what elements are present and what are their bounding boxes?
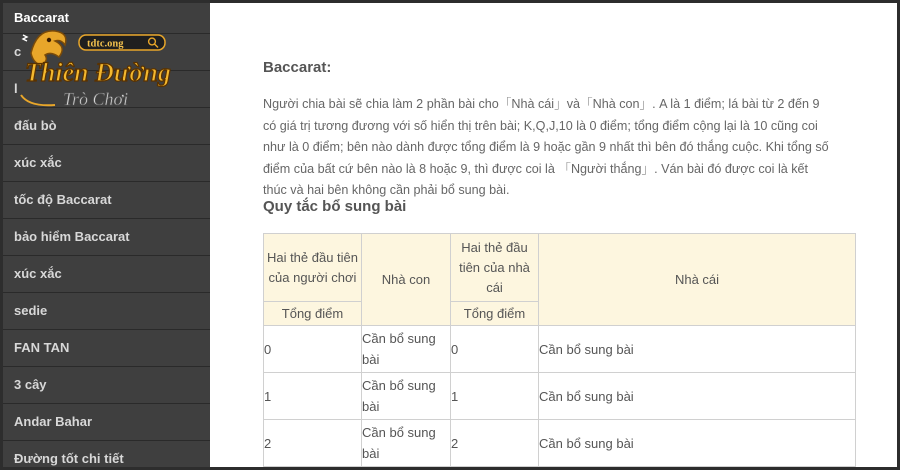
logo-url-text: tdtc.ong [87,38,124,50]
sidebar-item-toc-do-baccarat[interactable]: tốc độ Baccarat [3,182,210,219]
banker-total-cell: 0 [451,326,539,373]
sidebar-item-xuc-xac[interactable]: xúc xắc [3,145,210,182]
header-player-first-two: Hai thẻ đầu tiên của người chơi [264,234,362,302]
page-title: Baccarat: [263,59,332,76]
sidebar-item-sedie[interactable]: sedie [3,293,210,330]
header-banker-first-two: Hai thẻ đầu tiên của nhà cái [451,234,539,302]
sidebar-item-bao-hiem-baccarat[interactable]: bảo hiểm Baccarat [3,219,210,256]
banker-total-cell: 1 [451,373,539,420]
header-banker-total: Tổng điểm [451,302,539,326]
sidebar-menu [3,3,210,467]
paragraph-line: như là 0 điểm; bên nào dành được tổng điểm là 9 hoặc gần 9 nhất thì bên đó thắng cuộc. Khi tổng số [263,140,829,154]
table-row [264,420,856,467]
paragraph-line: điểm của bất cứ bên nào là 8 hoặc 9, thì được coi là 「Người thắng」. Ván bài đó được coi là kết [263,161,809,176]
player-total-cell: 1 [264,373,362,420]
banker-action-cell: Cần bổ sung bài [539,420,856,467]
main-content [210,3,897,467]
intro-paragraph [263,94,859,202]
sidebar-item-3-cay[interactable]: 3 cây [3,367,210,404]
player-total-cell: 2 [264,420,362,467]
supplement-rules-table [263,233,856,467]
logo-title-line2: Trò Chơi [63,89,129,109]
player-total-cell: 0 [264,326,362,373]
sidebar-item-baccarat[interactable]: Baccarat [3,3,210,34]
player-action-cell: Cần bổ sung bài [362,326,451,373]
header-banker: Nhà cái [539,234,856,326]
site-logo [11,25,173,115]
banker-total-cell: 2 [451,420,539,467]
section-subtitle: Quy tắc bổ sung bài [263,198,407,215]
player-action-cell: Cần bổ sung bài [362,373,451,420]
table-row [264,373,856,420]
sidebar-item-andar-bahar[interactable]: Andar Bahar [3,404,210,441]
logo-title-line1: Thiên Đường [25,58,171,87]
header-player: Nhà con [362,234,451,326]
header-player-total: Tổng điểm [264,302,362,326]
sidebar-item-fan-tan[interactable]: FAN TAN [3,330,210,367]
paragraph-line: có giá trị tương đương với số hiển thị trên bài; K,Q,J,10 là 0 điểm; tổng điểm cộng lại là 10 cũng coi [263,118,818,133]
paragraph-line: Người chia bài sẽ chia làm 2 phần bài cho「Nhà cái」và「Nhà con」. A là 1 điểm; lá bài từ 2 đến 9 [263,97,820,111]
player-action-cell: Cần bổ sung bài [362,420,451,467]
sidebar-item-dau-bo[interactable]: đấu bò [3,108,210,145]
sidebar-item-xuc-xac-2[interactable]: xúc xắc [3,256,210,293]
table-row [264,326,856,373]
sidebar-item-duong-tot[interactable]: Đường tốt chi tiết [14,451,124,466]
banker-action-cell: Cần bổ sung bài [539,373,856,420]
paragraph-line: thúc và hai bên không cần phải bổ sung bài. [263,183,510,197]
sidebar-item-3[interactable]: l [3,71,210,108]
sidebar-item-2[interactable]: c [3,34,210,71]
screenshot-frame [3,3,897,467]
banker-action-cell: Cần bổ sung bài [539,326,856,373]
